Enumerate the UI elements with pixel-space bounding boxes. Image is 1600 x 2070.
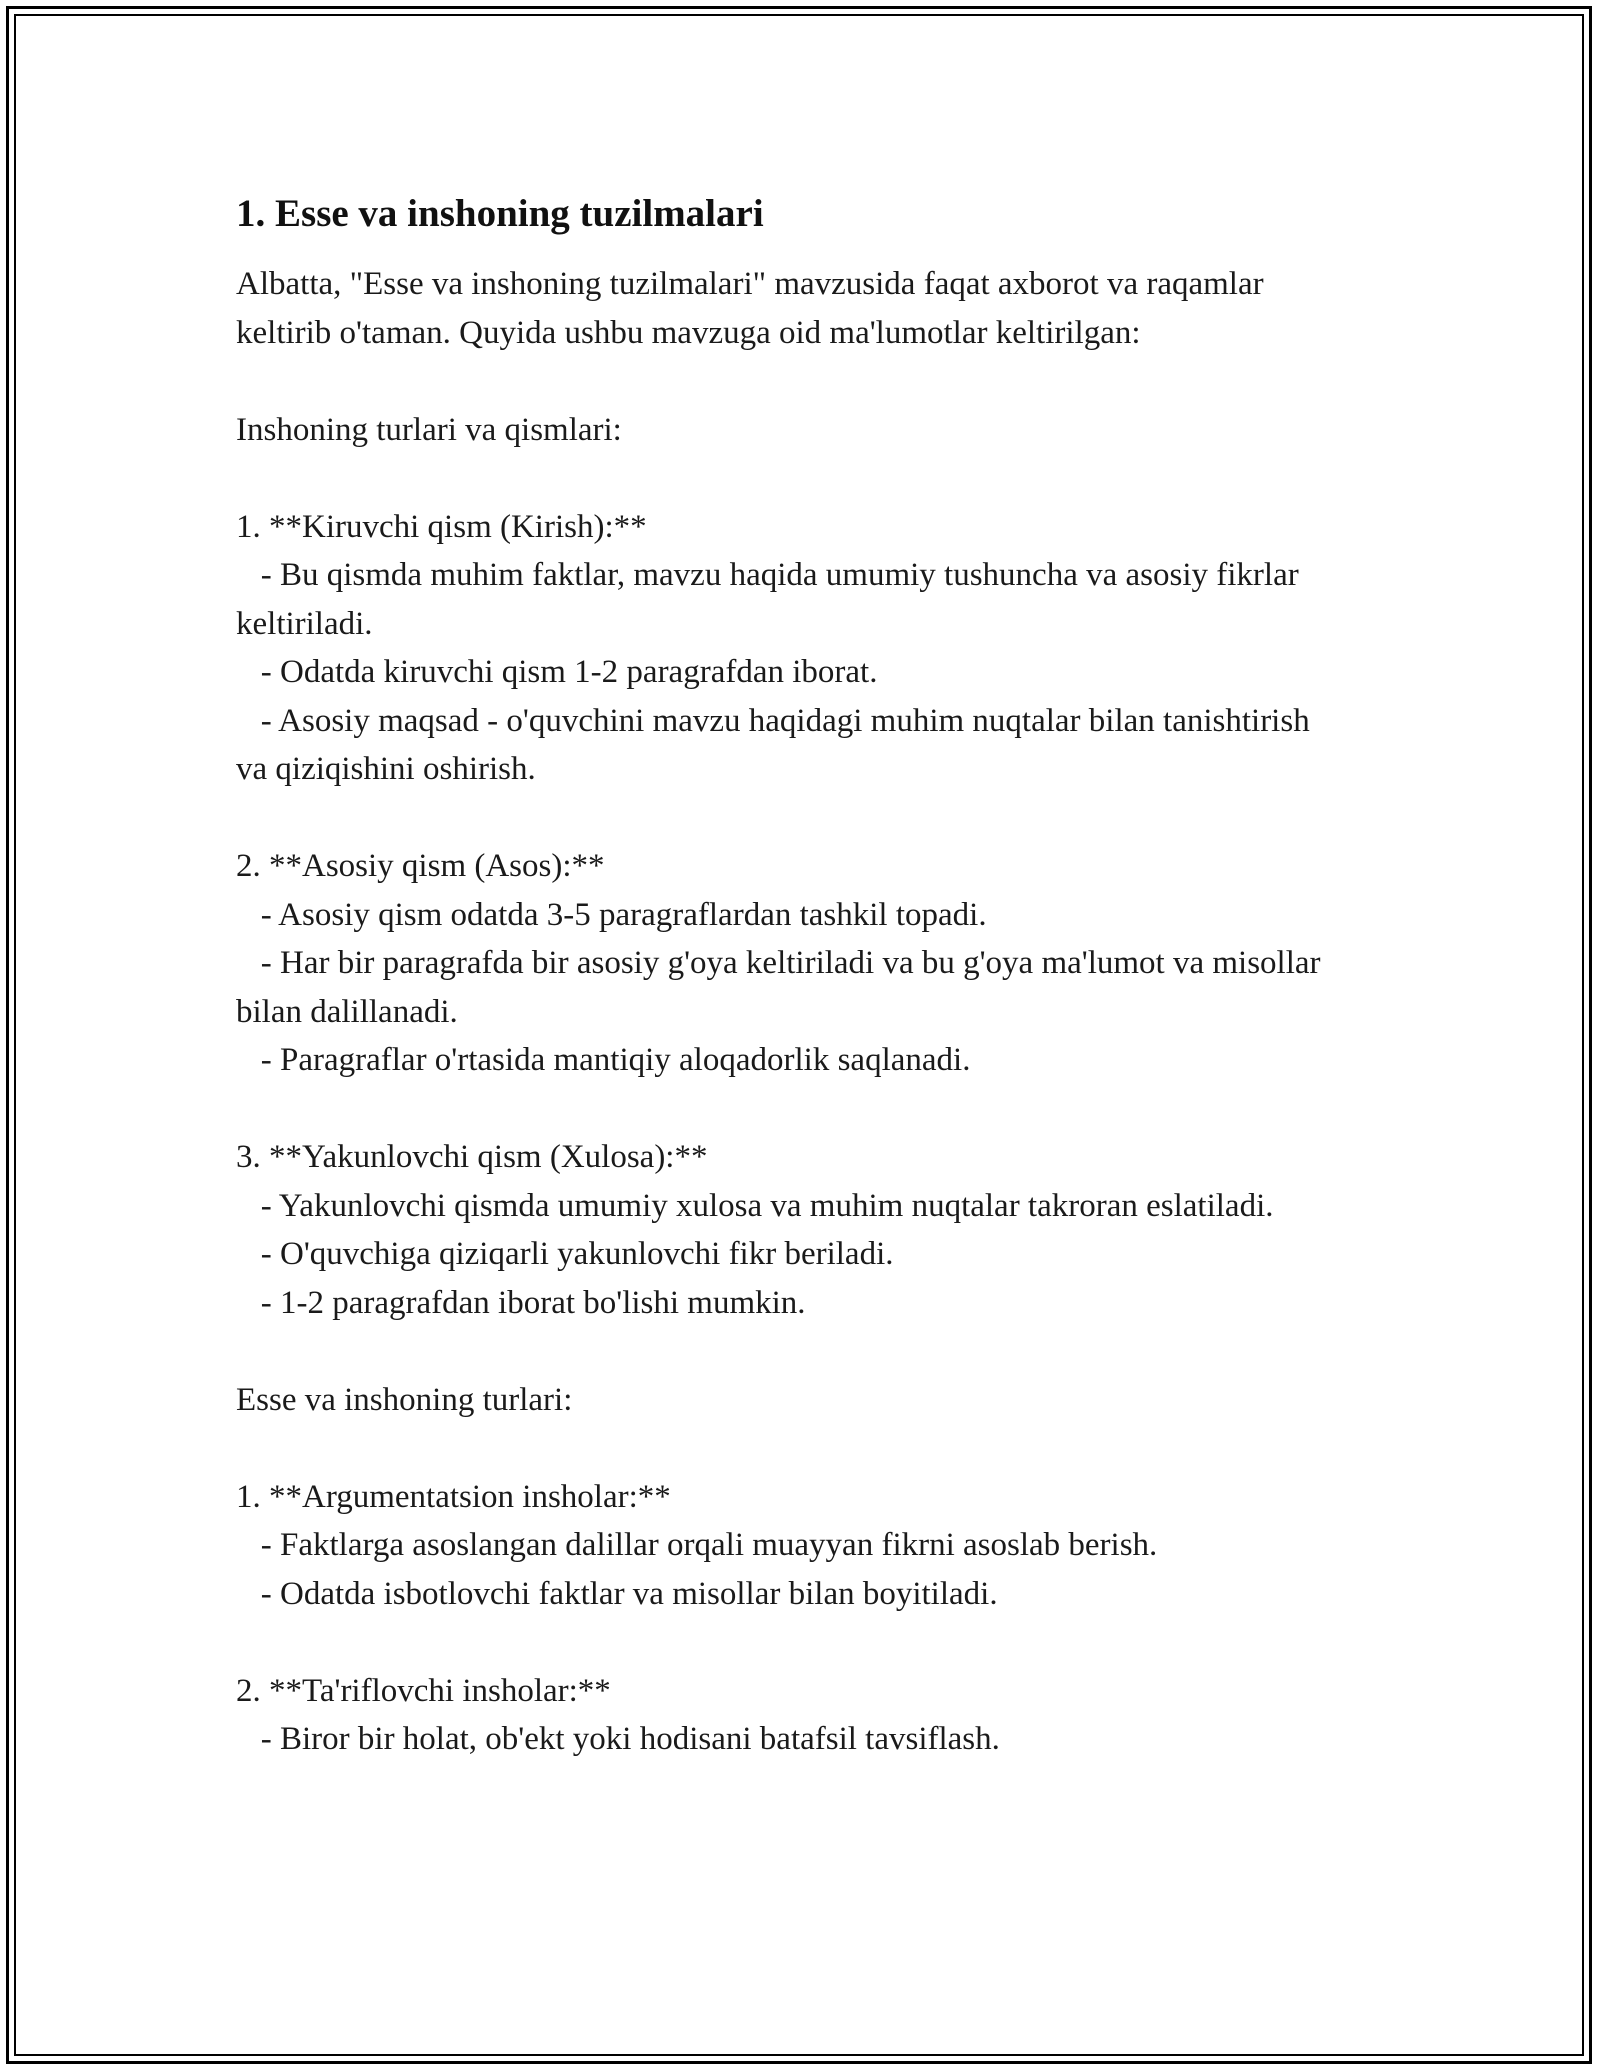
list-item-introduction: 1. **Kiruvchi qism (Kirish):** - Bu qismda muhim faktlar, mavzu haqida umumiy tushuncha va asosiy fikrlar keltiriladi. - Odatda kiruvchi qism 1-2 paragrafdan iborat. - Asosiy maqsad - o'quvchini mavzu haqidagi muhim nuqtalar bilan tanishtirish va qiziqishini oshirish.: [236, 508, 1310, 787]
list-item-argumentative: 1. **Argumentatsion insholar:** - Faktlarga asoslangan dalillar orqali muayyan fikrni asoslab berish. - Odatda isbotlovchi faktlar va misollar bilan boyitiladi.: [236, 1478, 1158, 1612]
intro-paragraph: Albatta, "Esse va inshoning tuzilmalari" mavzusida faqat axborot va raqamlar keltirib o'taman. Quyida ushbu mavzuga oid ma'lumotlar keltirilgan:: [236, 266, 1272, 351]
list-item-conclusion: 3. **Yakunlovchi qism (Xulosa):** - Yakunlovchi qismda umumiy xulosa va muhim nuqtalar takroran eslatiladi. - O'quvchiga qiziqarli yakunlovchi fikr beriladi. - 1-2 paragrafdan iborat bo'lishi mumkin.: [236, 1139, 1274, 1321]
document-body: [236, 186, 1336, 1764]
blank-line: [236, 1618, 1336, 1667]
blank-line: [236, 1327, 1336, 1376]
blank-line: [236, 794, 1336, 843]
document-title: 1. Esse va inshoning tuzilmalari: [236, 192, 764, 235]
blank-line: [236, 357, 1336, 406]
section-heading-parts: Inshoning turlari va qismlari:: [236, 411, 622, 448]
blank-line: [236, 1424, 1336, 1473]
blank-line: [236, 1085, 1336, 1134]
section-heading-types: Esse va inshoning turlari:: [236, 1381, 573, 1418]
list-item-main-body: 2. **Asosiy qism (Asos):** - Asosiy qism odatda 3-5 paragraflardan tashkil topadi. - Har bir paragrafda bir asosiy g'oya keltiriladi va bu g'oya ma'lumot va misollar bilan dalillanadi. - Paragraflar o'rtasida mantiqiy aloqadorlik saqlanadi.: [236, 848, 1321, 1078]
blank-line: [236, 454, 1336, 503]
list-item-descriptive: 2. **Ta'riflovchi insholar:** - Biror bir holat, ob'ekt yoki hodisani batafsil tavsiflash.: [236, 1672, 1000, 1757]
